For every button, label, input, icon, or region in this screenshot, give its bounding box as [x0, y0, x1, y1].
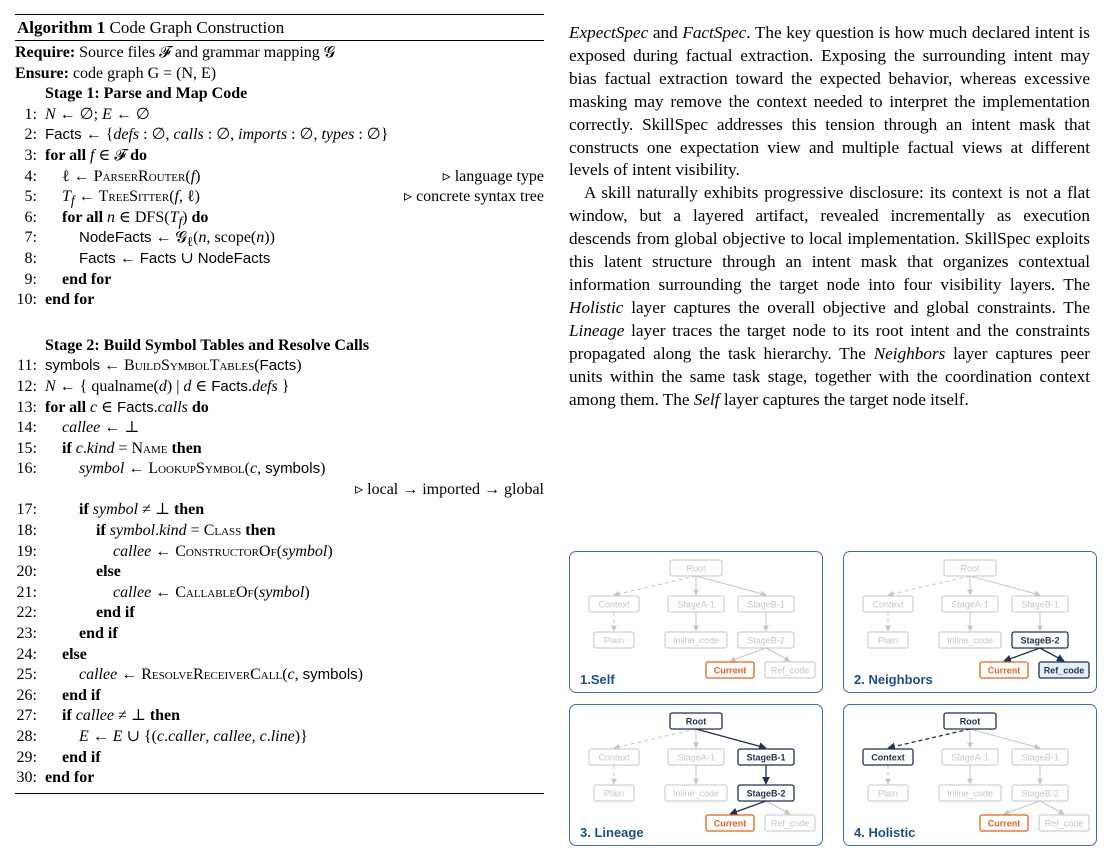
line-comment: ▹ local → imported → global — [355, 480, 544, 498]
algorithm-line — [15, 418, 544, 439]
panel-label: 4. Holistic — [854, 825, 916, 840]
graph-node-plain — [868, 785, 908, 801]
line-number: 10: — [16, 291, 37, 309]
figure-panel — [569, 704, 823, 846]
line-code: end for — [45, 291, 95, 309]
line-number: 30: — [16, 769, 37, 787]
graph-node-context — [589, 596, 639, 612]
figure-panel — [843, 551, 1097, 693]
graph-node-label: Root — [685, 716, 707, 727]
algorithm-line — [15, 270, 544, 291]
line-number: 28: — [16, 728, 37, 745]
graph-node-label: Current — [713, 665, 747, 676]
line-number: 2: — [24, 126, 37, 144]
algorithm-line — [15, 521, 544, 542]
graph-node-root — [670, 713, 722, 729]
line-number: 15: — [16, 439, 37, 457]
line-comment: ▹ language type — [442, 167, 544, 185]
ensure-text: code graph G = (N, E) — [72, 64, 217, 82]
graph-node-label: StageB-2 — [1020, 635, 1060, 646]
graph-edge — [730, 648, 766, 661]
graph-node-label: Inline_code — [946, 635, 994, 646]
line-code: if c.kind = Name then — [62, 439, 202, 457]
graph-edge — [614, 576, 696, 595]
algorithm-bottom-rule — [15, 793, 544, 794]
graph-node-label: Context — [598, 599, 630, 610]
graph-edge — [766, 801, 790, 814]
line-code: end if — [62, 686, 101, 704]
graph-node-label: StageA-1 — [677, 599, 715, 610]
line-code: Facts ← {defs : ∅, calls : ∅, imports : ∅, types : ∅} — [45, 126, 389, 144]
algorithm-gap — [15, 311, 544, 336]
body-text — [569, 22, 1090, 411]
algorithm-line — [15, 167, 544, 188]
graph-edge — [888, 576, 970, 595]
line-code: callee ← ⊥ — [62, 419, 140, 437]
graph-node-label: Plain — [603, 635, 625, 646]
graph-node-stageB2 — [1012, 632, 1068, 648]
figure-panel — [569, 551, 823, 693]
line-code: if symbol ≠ ⊥ then — [79, 501, 205, 519]
algorithm-title — [15, 15, 544, 40]
algorithm-line — [15, 583, 544, 604]
graph-edge — [1040, 648, 1064, 661]
algorithm-line — [15, 706, 544, 727]
graph-node-label: StageB-2 — [747, 635, 785, 646]
graph-node-inline — [939, 785, 1001, 801]
line-number: 22: — [16, 604, 37, 622]
graph-edge — [970, 729, 1040, 748]
graph-node-context — [863, 749, 913, 765]
line-number: 14: — [16, 419, 37, 437]
graph-node-label: StageB-1 — [746, 752, 786, 763]
graph-node-current — [706, 662, 754, 678]
algorithm-name: Code Graph Construction — [109, 18, 285, 37]
algorithm-line — [15, 500, 544, 521]
line-code: end for — [62, 270, 112, 288]
algorithm-ensure — [15, 64, 544, 85]
line-code: ℓ ← ParserRouter(f) — [62, 167, 201, 185]
algorithm-line — [15, 249, 544, 270]
graph-node-label: StageA-1 — [951, 752, 989, 763]
algorithm-line — [15, 146, 544, 167]
graph-node-stageB2 — [738, 785, 794, 801]
graph-node-stageA1 — [942, 749, 998, 765]
algorithm-line — [15, 562, 544, 583]
graph-node-label: StageB-2 — [1021, 788, 1059, 799]
graph-node-stageB1 — [738, 596, 794, 612]
graph-node-ref — [1039, 815, 1089, 831]
line-code: end for — [45, 769, 95, 787]
panel-graph — [570, 705, 822, 845]
require-keyword: Require: — [15, 44, 76, 61]
graph-edge — [766, 648, 790, 661]
line-number: 6: — [24, 208, 37, 226]
line-code: if symbol.kind = Class then — [96, 522, 276, 540]
stage1-heading — [15, 84, 544, 105]
line-code: N ← ∅; E ← ∅ — [45, 105, 150, 123]
algorithm-require — [15, 43, 544, 64]
line-code: N ← { qualname(d) | d ∈ Facts.defs } — [45, 377, 290, 395]
graph-node-label: Inline_code — [672, 788, 720, 799]
graph-node-root — [670, 560, 722, 576]
line-number: 19: — [16, 542, 37, 560]
algorithm-line — [15, 228, 544, 249]
algorithm-line — [15, 542, 544, 563]
line-number: 7: — [24, 229, 37, 247]
algorithm-line — [15, 768, 544, 789]
graph-node-label: Root — [959, 716, 981, 727]
graph-node-label: Root — [686, 563, 706, 574]
line-code: for all f ∈ 𝓕 do — [45, 146, 148, 164]
line-number: 5: — [24, 188, 37, 206]
graph-edge — [1004, 648, 1040, 661]
line-number: 9: — [24, 270, 37, 288]
graph-node-inline — [939, 632, 1001, 648]
graph-edge — [696, 729, 766, 748]
line-code: end if — [96, 604, 135, 622]
line-code: NodeFacts ← 𝓖$_\ell$(n, scope(n)) — [79, 229, 275, 250]
graph-node-label: Plain — [603, 788, 625, 799]
graph-node-label: StageA-1 — [677, 752, 715, 763]
line-number: 29: — [16, 748, 37, 766]
line-number: 3: — [24, 146, 37, 164]
graph-node-current — [980, 662, 1028, 678]
line-code: callee ← CallableOf(symbol) — [113, 583, 310, 601]
figure-panel — [843, 704, 1097, 846]
graph-node-inline — [665, 785, 727, 801]
line-code: callee ← ConstructorOf(symbol) — [113, 542, 333, 560]
algorithm-line — [15, 748, 544, 769]
line-number: 1: — [24, 105, 37, 123]
panel-label: 1.Self — [580, 672, 615, 687]
algorithm-line — [15, 208, 544, 229]
algorithm-lines — [15, 105, 544, 789]
graph-node-current — [706, 815, 754, 831]
graph-edge — [1004, 801, 1040, 814]
line-number: 11: — [17, 357, 37, 375]
graph-node-context — [589, 749, 639, 765]
stage2-heading-text: Stage 2: Build Symbol Tables and Resolve Calls — [45, 336, 370, 354]
graph-node-root — [944, 560, 996, 576]
graph-edge — [970, 576, 1040, 595]
line-code: if callee ≠ ⊥ then — [62, 707, 181, 725]
line-number: 16: — [16, 460, 37, 478]
algorithm-line — [15, 377, 544, 398]
graph-node-stageB1 — [738, 749, 794, 765]
line-number: 27: — [16, 707, 37, 725]
line-number: 13: — [16, 398, 37, 416]
graph-node-plain — [594, 632, 634, 648]
line-code: else — [62, 645, 87, 663]
line-code: else — [96, 563, 121, 581]
graph-node-stageB2 — [738, 632, 794, 648]
graph-node-label: Context — [871, 752, 905, 763]
line-code: symbol ← LookupSymbol(c, symbols) — [79, 460, 326, 478]
graph-node-ref — [1039, 662, 1089, 678]
panel-label: 2. Neighbors — [854, 672, 933, 687]
graph-node-ref — [765, 815, 815, 831]
line-comment: ▹ concrete syntax tree — [404, 188, 544, 206]
paragraph-2: A skill naturally exhibits progressive disclosure: its context is not a flat window, but a layered artifact, revealed incrementally as execution descends from global objective to local implementation. SkillSpec exploits this latent structure through an intent mask that organizes contextual information surrounding the target node into four visibility layers. The Holistic layer captures the overall objective and global constraints. The Lineage layer traces the target node to its root intent and the constraints propagated along the task hierarchy. The Neighbors layer captures peer units within the same task stage, together with the coordination context among them. The Self layer captures the target node itself. — [569, 183, 1091, 409]
graph-node-label: StageB-1 — [1021, 599, 1059, 610]
graph-node-label: StageB-1 — [1021, 752, 1059, 763]
graph-node-label: Current — [987, 665, 1021, 676]
algorithm-block — [15, 14, 544, 794]
panel-graph — [570, 552, 822, 692]
graph-node-plain — [594, 785, 634, 801]
graph-node-inline — [665, 632, 727, 648]
stage1-heading-text: Stage 1: Parse and Map Code — [45, 85, 248, 103]
graph-node-label: Plain — [877, 788, 899, 799]
algorithm-line — [15, 686, 544, 707]
graph-node-label: Ref_code — [1044, 818, 1084, 829]
algorithm-line — [15, 459, 544, 480]
graph-node-label: Plain — [877, 635, 899, 646]
graph-node-label: Root — [960, 563, 980, 574]
graph-node-label: Current — [713, 818, 747, 829]
graph-node-current — [980, 815, 1028, 831]
graph-node-label: Context — [872, 599, 904, 610]
graph-node-stageB1 — [1012, 749, 1068, 765]
panel-label: 3. Lineage — [580, 825, 644, 840]
graph-node-stageA1 — [668, 596, 724, 612]
panel-graph — [844, 705, 1096, 845]
graph-node-stageB2 — [1012, 785, 1068, 801]
algorithm-line — [15, 603, 544, 624]
graph-node-label: Inline_code — [946, 788, 994, 799]
graph-node-root — [944, 713, 996, 729]
graph-node-label: Context — [598, 752, 630, 763]
graph-node-label: Ref_code — [770, 818, 810, 829]
stage2-heading — [15, 336, 544, 357]
line-code: for all n ∈ $DFS(T_f)$ do — [62, 208, 209, 229]
line-code: for all c ∈ Facts.calls do — [45, 398, 209, 416]
line-number: 26: — [16, 686, 37, 704]
line-number: 4: — [24, 167, 37, 185]
algorithm-line — [15, 125, 544, 146]
line-number: 12: — [16, 377, 37, 395]
algorithm-line — [15, 356, 544, 377]
algorithm-line — [15, 439, 544, 460]
algorithm-line — [15, 290, 544, 311]
algorithm-line — [15, 187, 544, 208]
ensure-keyword: Ensure: — [15, 64, 69, 82]
require-text: Source files 𝓕 and grammar mapping 𝓖 — [79, 44, 336, 61]
line-code: E ← E ∪ {(c.caller, callee, c.line)} — [79, 728, 308, 745]
line-code: $T_f$ ← TreeSitter(f, ℓ) — [62, 188, 200, 209]
graph-edge — [696, 576, 766, 595]
graph-edge — [1040, 801, 1064, 814]
algorithm-line — [15, 624, 544, 645]
line-number: 17: — [16, 501, 37, 519]
graph-node-label: Inline_code — [672, 635, 720, 646]
line-code: end if — [62, 748, 101, 766]
graph-node-ref — [765, 662, 815, 678]
paragraph-1: ExpectSpec and FactSpec. The key question is how much declared intent is exposed during factual extraction. Exposing the surrounding intent may bias factual extraction toward the expected behavior, whereas excessive masking may remove the context needed to interpret the implementation correctly. SkillSpec addresses this tension through an intent mask that constructs one expectation view and multiple factual views at different levels of intent visibility. — [569, 23, 1090, 180]
panel-graph — [844, 552, 1096, 692]
line-code: Facts ← Facts ∪ NodeFacts — [79, 249, 271, 267]
graph-edge — [888, 729, 970, 748]
graph-node-label: Ref_code — [770, 665, 810, 676]
graph-node-label: StageB-1 — [747, 599, 785, 610]
algorithm-line — [15, 727, 544, 748]
line-number: 23: — [16, 625, 37, 643]
graph-node-label: StageA-1 — [951, 599, 989, 610]
algorithm-line — [15, 665, 544, 686]
graph-node-label: StageB-2 — [746, 788, 786, 799]
line-number: 24: — [16, 645, 37, 663]
line-code: callee ← ResolveReceiverCall(c, symbols) — [79, 666, 363, 684]
line-code: symbols ← BuildSymbolTables(Facts) — [45, 357, 302, 375]
algorithm-line — [15, 645, 544, 666]
graph-edge — [730, 801, 766, 814]
graph-node-context — [863, 596, 913, 612]
algorithm-label: Algorithm 1 — [17, 18, 106, 37]
graph-node-stageA1 — [668, 749, 724, 765]
algorithm-line — [15, 398, 544, 419]
algorithm-body — [15, 41, 544, 789]
line-code: end if — [79, 625, 118, 643]
line-number: 25: — [16, 666, 37, 684]
line-number: 20: — [16, 563, 37, 581]
line-number: 18: — [16, 522, 37, 540]
line-number: 8: — [24, 249, 37, 267]
graph-node-label: Current — [987, 818, 1021, 829]
algorithm-line — [15, 480, 544, 501]
graph-edge — [614, 729, 696, 748]
graph-node-plain — [868, 632, 908, 648]
graph-node-label: Ref_code — [1043, 665, 1085, 676]
graph-node-stageB1 — [1012, 596, 1068, 612]
line-number: 21: — [16, 583, 37, 601]
algorithm-line — [15, 105, 544, 126]
graph-node-stageA1 — [942, 596, 998, 612]
